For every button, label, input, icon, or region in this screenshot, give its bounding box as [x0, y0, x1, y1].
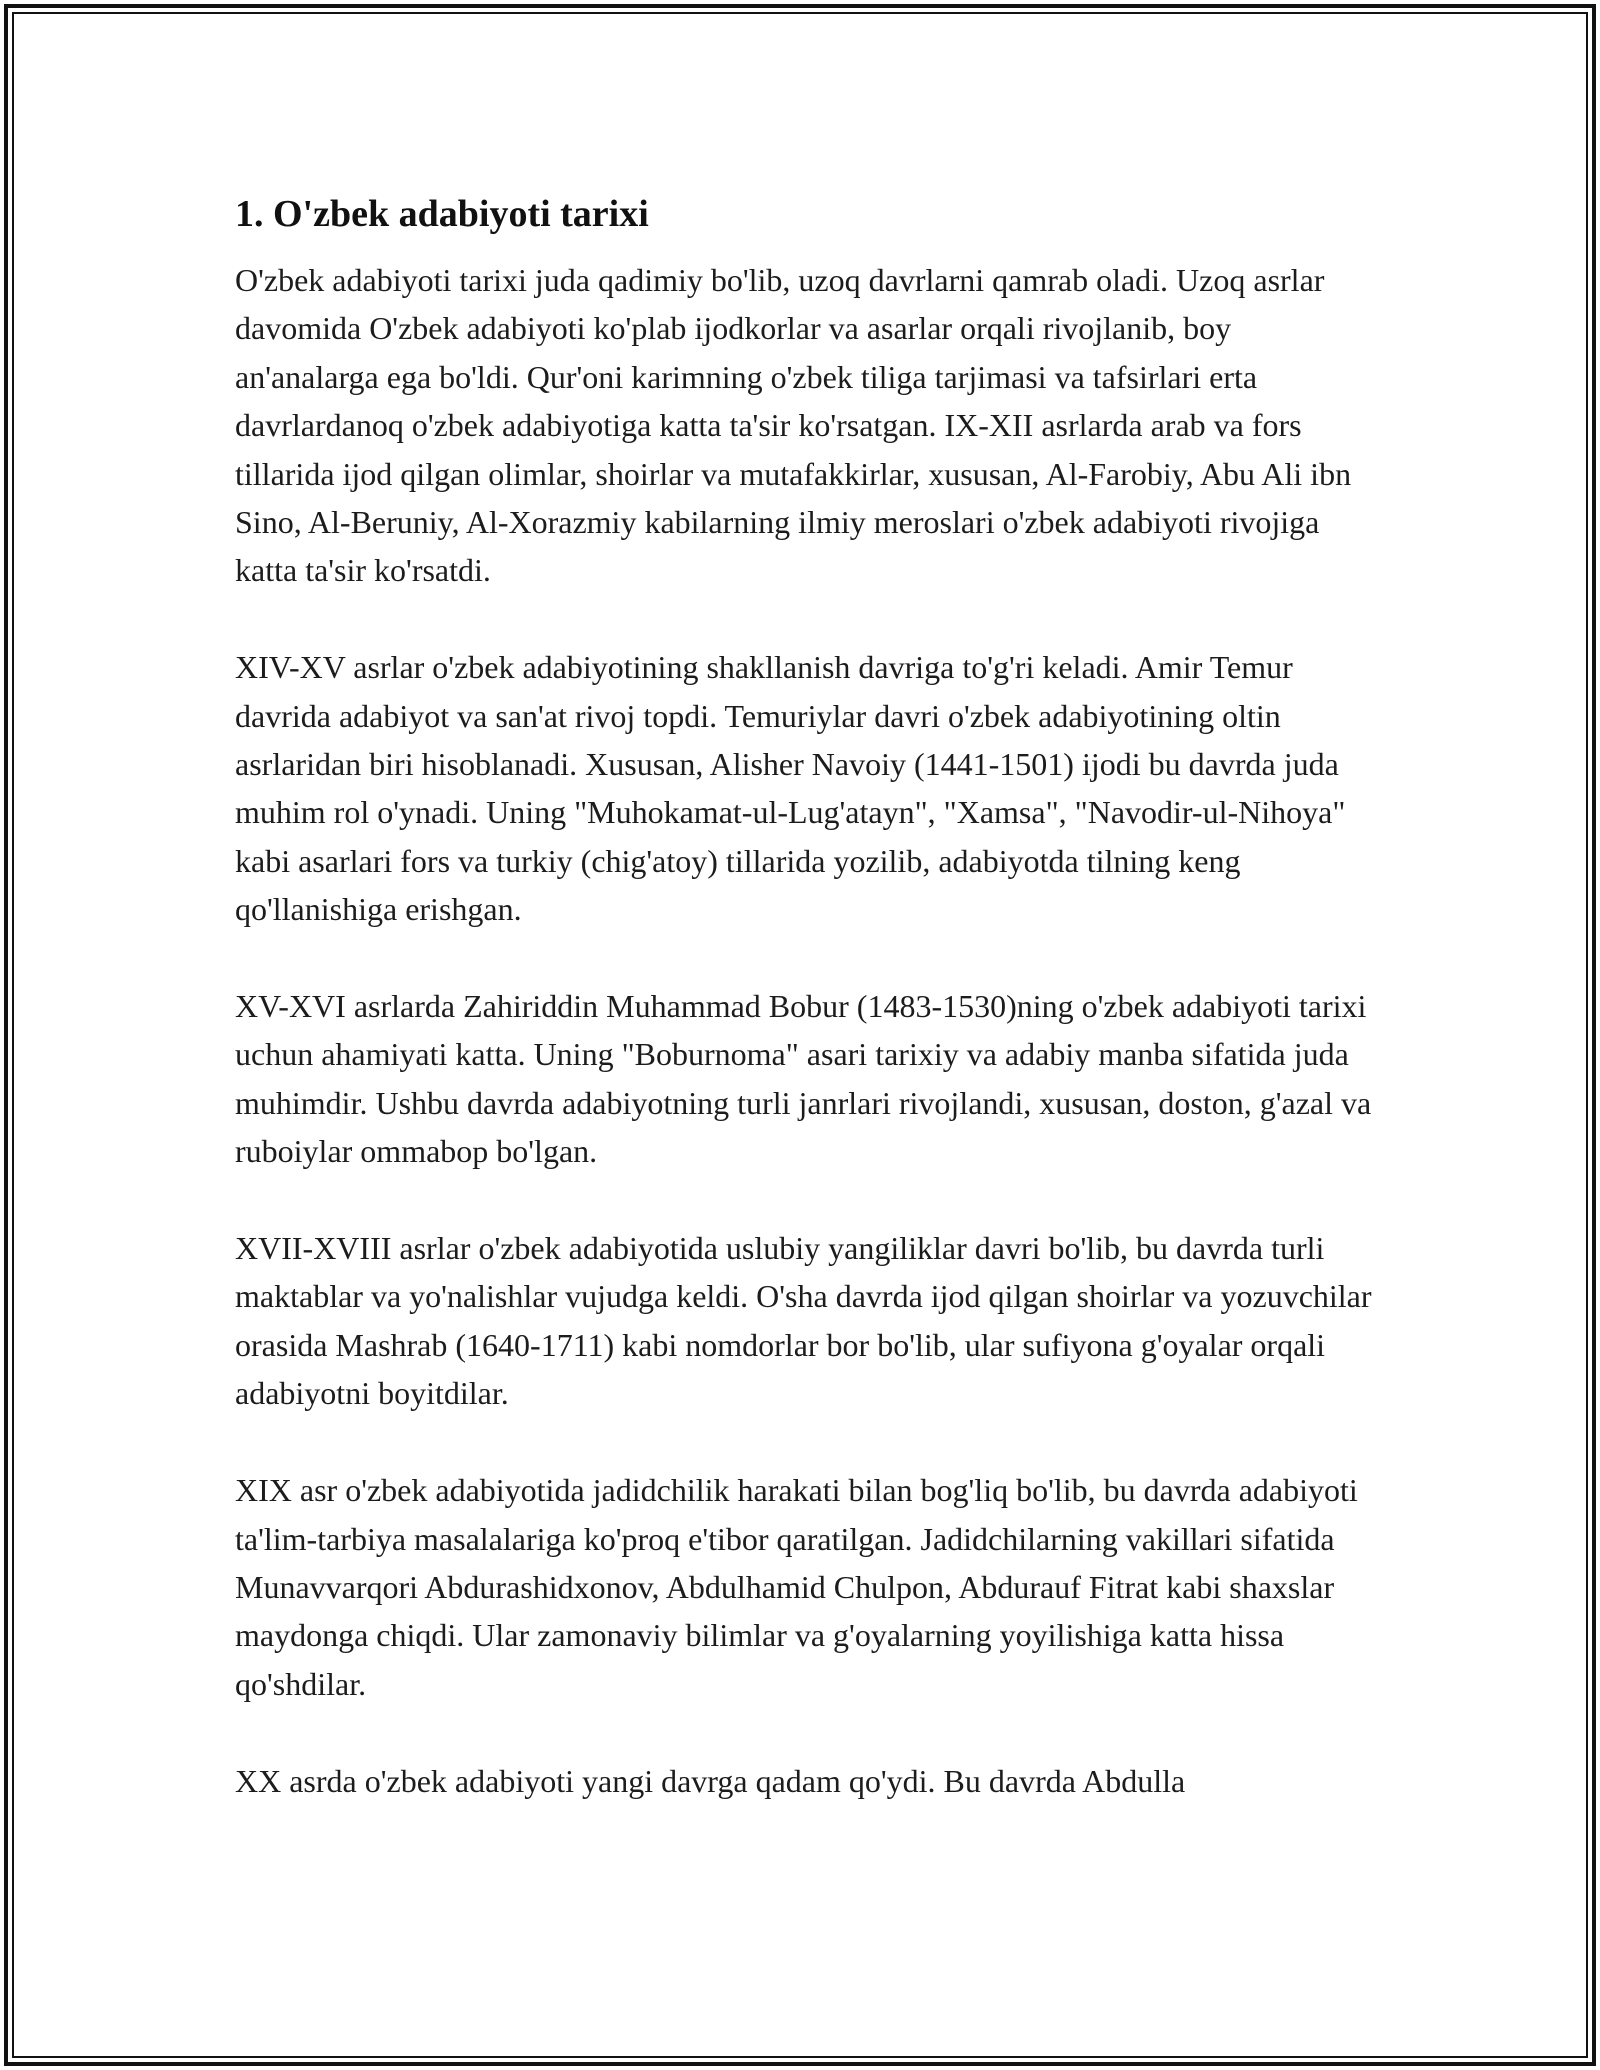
paragraph-20th-century: XX asrda o'zbek adabiyoti yangi davrga qadam qo'ydi. Bu davrda Abdulla	[235, 1762, 1186, 1799]
document-body	[235, 180, 1375, 1853]
section-heading: 1. O'zbek adabiyoti tarixi	[235, 193, 649, 235]
paragraph-babur-era: XV-XVI asrlarda Zahiriddin Muhammad Bobur (1483-1530)ning o'zbek adabiyoti tarixi uchun ahamiyati katta. Uning "Boburnoma" asari tarixiy va adabiy manba sifatida juda muhimdir. Ushbu davrda adabiyotning turli janrlari rivojlandi, xususan, doston, g'azal va ruboiylar ommabop bo'lgan.	[235, 988, 1372, 1170]
paragraph-jadid-movement: XIX asr o'zbek adabiyotida jadidchilik harakati bilan bog'liq bo'lib, bu davrda adabiyoti ta'lim-tarbiya masalalariga ko'proq e'tibor qaratilgan. Jadidchilarning vakillari sifatida Munavvarqori Abdurashidxonov, Abdulhamid Chulpon, Abdurauf Fitrat kabi shaxslar maydonga chiqdi. Ular zamonaviy bilimlar va g'oyalarning yoyilishiga katta hissa qo'shdilar.	[235, 1472, 1358, 1702]
paragraph-17-18-centuries: XVII-XVIII asrlar o'zbek adabiyotida uslubiy yangiliklar davri bo'lib, bu davrda turli maktablar va yo'nalishlar vujudga keldi. O'sha davrda ijod qilgan shoirlar va yozuvchilar orasida Mashrab (1640-1711) kabi nomdorlar bor bo'lib, ular sufiyona g'oyalar orqali adabiyotni boyitdilar.	[235, 1230, 1372, 1412]
paragraph-timurid-era: XIV-XV asrlar o'zbek adabiyotining shakllanish davriga to'g'ri keladi. Amir Temur davrida adabiyot va san'at rivoj topdi. Temuriylar davri o'zbek adabiyotining oltin asrlaridan biri hisoblanadi. Xususan, Alisher Navoiy (1441-1501) ijodi bu davrda juda muhim rol o'ynadi. Uning "Muhokamat-ul-Lug'atayn", "Xamsa", "Navodir-ul-Nihoya" kabi asarlari fors va turkiy (chig'atoy) tillarida yozilib, adabiyotda tilning keng qo'llanishiga erishgan.	[235, 649, 1346, 928]
paragraph-origins: O'zbek adabiyoti tarixi juda qadimiy bo'lib, uzoq davrlarni qamrab oladi. Uzoq asrlar davomida O'zbek adabiyoti ko'plab ijodkorlar va asarlar orqali rivojlanib, boy an'analarga ega bo'ldi. Qur'oni karimning o'zbek tiliga tarjimasi va tafsirlari erta davrlardanoq o'zbek adabiyotiga katta ta'sir ko'rsatgan. IX-XII asrlarda arab va fors tillarida ijod qilgan olimlar, shoirlar va mutafakkirlar, xususan, Al-Farobiy, Abu Ali ibn Sino, Al-Beruniy, Al-Xorazmiy kabilarning ilmiy meroslari o'zbek adabiyoti rivojiga katta ta'sir ko'rsatdi.	[235, 262, 1352, 589]
